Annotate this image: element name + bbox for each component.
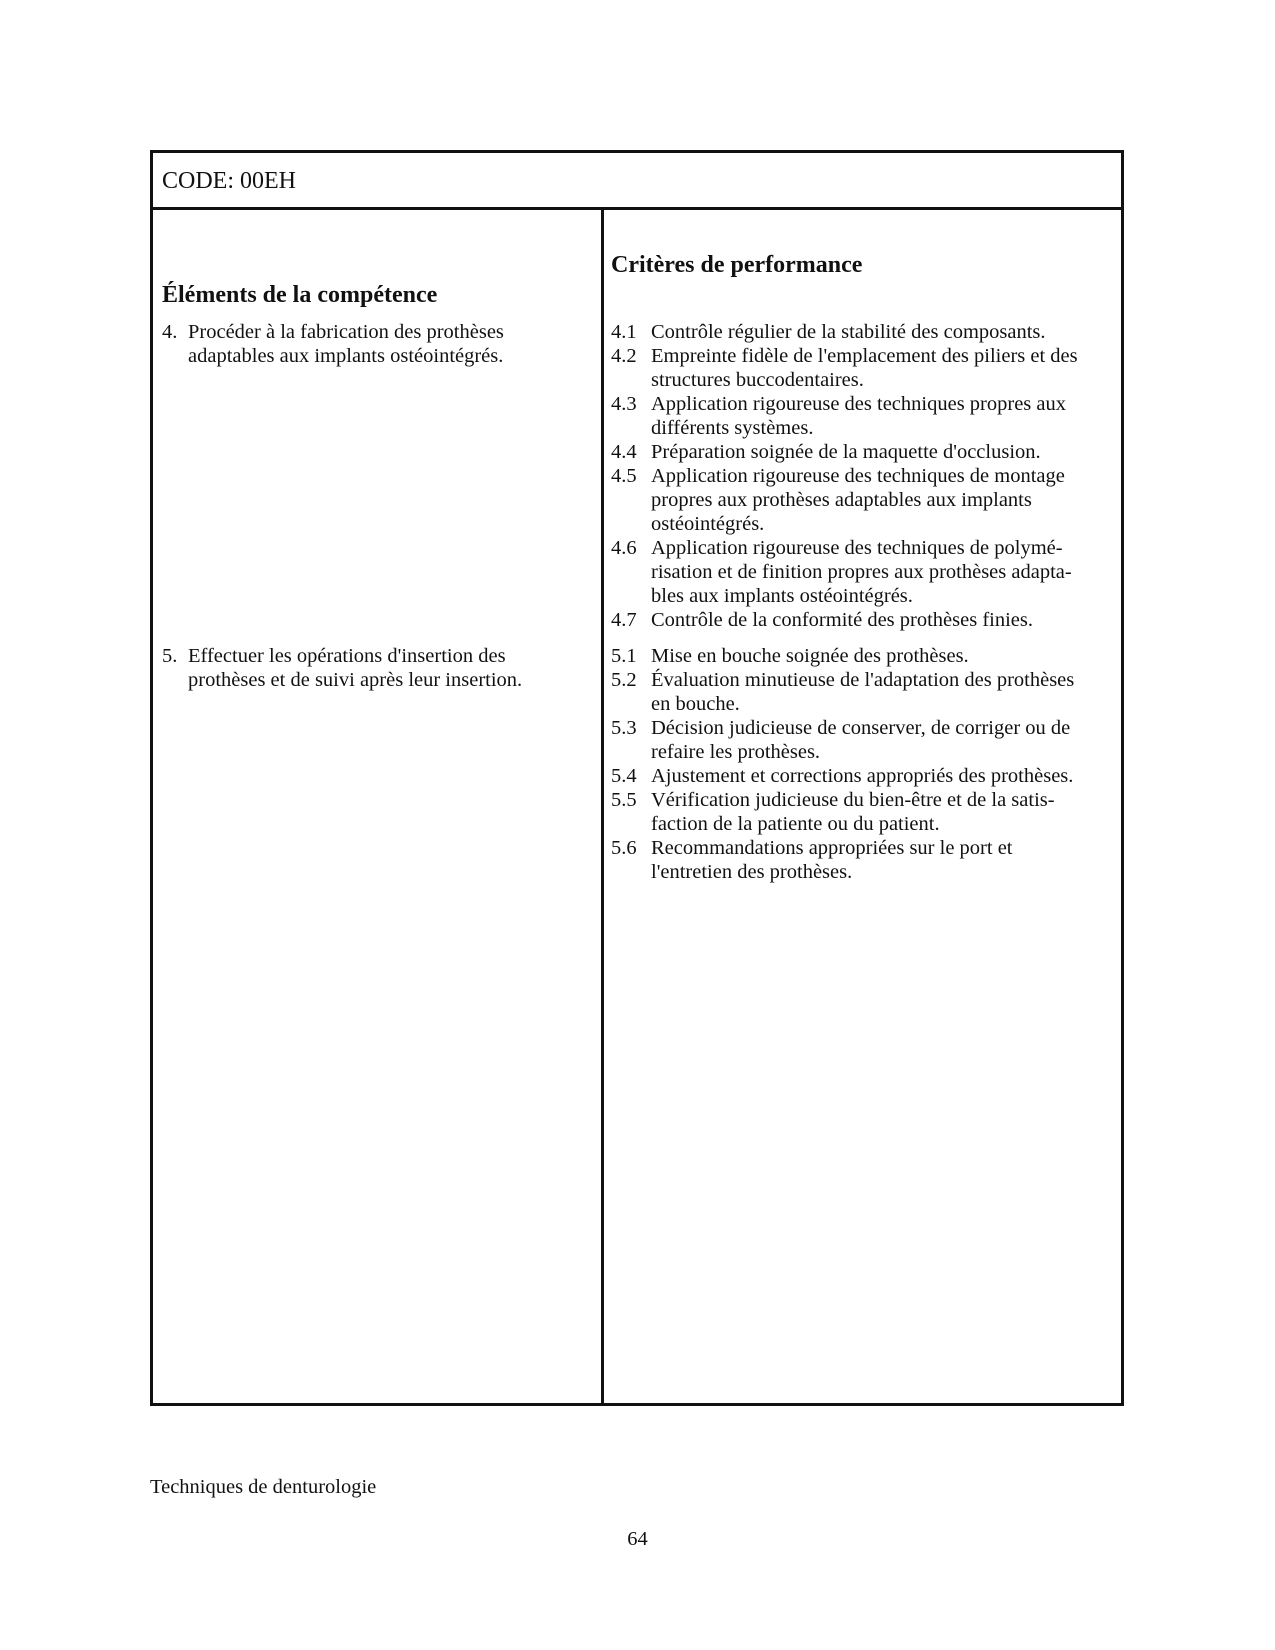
criterion-line: Application rigoureuse des techniques de montage <box>651 465 1065 487</box>
criterion-line: Préparation soignée de la maquette d'occlusion. <box>651 441 1041 463</box>
criterion-number: 4.1 <box>611 321 637 343</box>
criterion-line: différents systèmes. <box>651 417 814 439</box>
criterion-line: Mise en bouche soignée des prothèses. <box>651 645 969 667</box>
element-item <box>162 320 582 368</box>
element-item <box>162 644 582 692</box>
criteria-group-4 <box>611 320 1111 632</box>
criterion-number: 5.5 <box>611 789 637 811</box>
element-text <box>188 320 582 368</box>
criterion-number: 4.4 <box>611 441 637 463</box>
criterion-number: 5.3 <box>611 717 637 739</box>
criterion-line: en bouche. <box>651 693 740 715</box>
criterion-item <box>611 644 1111 668</box>
criterion-item <box>611 392 1111 440</box>
criteria-group-5 <box>611 644 1111 884</box>
page-number: 64 <box>627 1528 648 1550</box>
criterion-item <box>611 836 1111 884</box>
criterion-item <box>611 608 1111 632</box>
column-divider <box>601 210 604 1403</box>
criterion-line: l'entretien des prothèses. <box>651 861 853 883</box>
criterion-item <box>611 464 1111 536</box>
criterion-line: Ajustement et corrections appropriés des prothèses. <box>651 765 1074 787</box>
criterion-line: risation et de finition propres aux prothèses adapta- <box>651 561 1072 583</box>
criterion-line: Vérification judicieuse du bien-être et de la satis- <box>651 789 1055 811</box>
criterion-item <box>611 440 1111 464</box>
criterion-number: 4.3 <box>611 393 637 415</box>
criterion-item <box>611 764 1111 788</box>
criterion-line: Contrôle de la conformité des prothèses finies. <box>651 609 1033 631</box>
criterion-item <box>611 536 1111 608</box>
criterion-line: Application rigoureuse des techniques propres aux <box>651 393 1067 415</box>
criterion-line: refaire les prothèses. <box>651 741 821 763</box>
criterion-line: structures buccodentaires. <box>651 369 864 391</box>
element-number: 4. <box>162 321 178 343</box>
criteria-heading: Critères de performance <box>611 252 863 278</box>
criterion-item <box>611 320 1111 344</box>
criterion-line: bles aux implants ostéointégrés. <box>651 585 913 607</box>
criterion-number: 5.6 <box>611 837 637 859</box>
criterion-item <box>611 668 1111 716</box>
criterion-line: propres aux prothèses adaptables aux implants <box>651 489 1032 511</box>
criterion-line: faction de la patiente ou du patient. <box>651 813 940 835</box>
competency-table <box>150 150 1124 1406</box>
criterion-number: 4.6 <box>611 537 637 559</box>
criterion-item <box>611 344 1111 392</box>
element-line: Effectuer les opérations d'insertion des <box>188 645 506 667</box>
elements-heading: Éléments de la compétence <box>162 282 438 308</box>
criterion-line: Évaluation minutieuse de l'adaptation des prothèses <box>651 669 1075 691</box>
criterion-line: Décision judicieuse de conserver, de corriger ou de <box>651 717 1071 739</box>
element-text <box>188 644 582 692</box>
element-line: Procéder à la fabrication des prothèses <box>188 321 504 343</box>
criterion-line: ostéointégrés. <box>651 513 765 535</box>
criterion-number: 5.1 <box>611 645 637 667</box>
element-number: 5. <box>162 645 178 667</box>
element-line: adaptables aux implants ostéointégrés. <box>188 345 504 367</box>
program-title: Techniques de denturologie <box>150 1476 377 1498</box>
criterion-line: Empreinte fidèle de l'emplacement des piliers et des <box>651 345 1078 367</box>
criterion-line: Recommandations appropriées sur le port et <box>651 837 1013 859</box>
code-label: CODE: 00EH <box>153 153 1121 210</box>
criterion-line: Contrôle régulier de la stabilité des composants. <box>651 321 1046 343</box>
criterion-item <box>611 716 1111 764</box>
criterion-number: 5.4 <box>611 765 637 787</box>
criterion-number: 4.7 <box>611 609 637 631</box>
criterion-number: 5.2 <box>611 669 637 691</box>
element-line: prothèses et de suivi après leur insertion. <box>188 669 523 691</box>
criterion-number: 4.5 <box>611 465 637 487</box>
criterion-item <box>611 788 1111 836</box>
criterion-line: Application rigoureuse des techniques de polymé- <box>651 537 1063 559</box>
criterion-number: 4.2 <box>611 345 637 367</box>
